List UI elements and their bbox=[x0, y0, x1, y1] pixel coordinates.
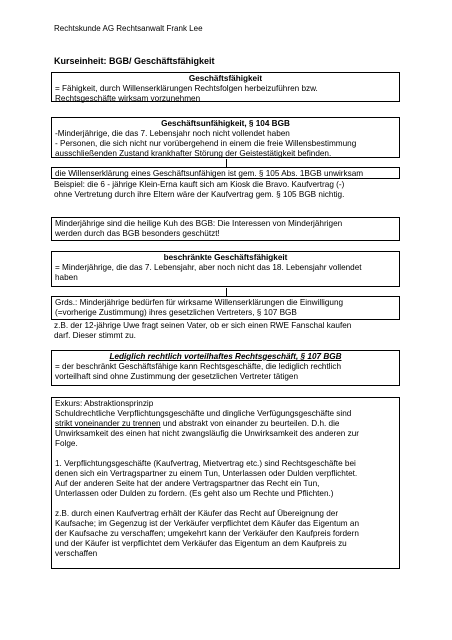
box-beschraenkte-geschaeftsfaehigkeit bbox=[51, 251, 400, 287]
box-line: z.B. durch einen Kaufvertrag erhält der Käufer das Recht auf Übereignung der bbox=[55, 509, 339, 518]
box-geschaeftsfaehigkeit bbox=[51, 72, 400, 102]
connector-line bbox=[226, 159, 227, 167]
page-title: Kurseinheit: BGB/ Geschäftsfähigkeit bbox=[54, 56, 215, 66]
box-line: denen sich ein Vertragspartner zu einem Tun, Unterlassen oder Dulden verpflichtet. bbox=[55, 469, 358, 478]
page-header: Rechtskunde AG Rechtsanwalt Frank Lee bbox=[54, 24, 203, 33]
zb-text bbox=[54, 321, 400, 341]
box-heading: Lediglich rechtlich vorteilhaftes Rechtsgeschäft, § 107 BGB bbox=[109, 352, 342, 361]
box-line: werden durch das BGB besonders geschützt! bbox=[55, 229, 220, 238]
box-line: = Fähigkeit, durch Willenserklärungen Rechtsfolgen herbeizuführen bzw. bbox=[55, 84, 318, 93]
beispiel-text bbox=[54, 180, 400, 200]
box-line: = Minderjährige, die das 7. Lebensjahr, aber noch nicht das 18. Lebensjahr vollendet bbox=[55, 263, 362, 272]
box-line: verschaffen bbox=[55, 549, 98, 558]
box-line: ausschließenden Zustand krankhafter Störung der Geistestätigkeit befinden. bbox=[55, 149, 332, 158]
box-line: Folge. bbox=[55, 439, 78, 448]
box-unwirksam bbox=[51, 167, 400, 179]
text-line: ohne Vertretung durch ihre Eltern wäre der Kaufvertrag gem. § 105 BGB nichtig. bbox=[54, 190, 345, 199]
box-line: und der Käufer ist verpflichtet dem Verkäufer das Eigentum an dem Kaufpreis zu bbox=[55, 539, 347, 548]
text-line: darf. Dieser stimmt zu. bbox=[54, 331, 136, 340]
box-line: - Personen, die sich nicht nur vorübergehend in einem die freie Willensbestimmung bbox=[55, 139, 357, 148]
box-heading: Geschäftsunfähigkeit, § 104 BGB bbox=[161, 119, 290, 128]
box-line: Kaufsache; im Gegenzug ist der Verkäufer verpflichtet dem Käufer das Eigentum an bbox=[55, 519, 360, 528]
box-line: 1. Verpflichtungsgeschäfte (Kaufvertrag, Mietvertrag etc.) sind Rechtsgeschäfte bei bbox=[55, 459, 356, 468]
box-line bbox=[55, 419, 396, 429]
box-line: die Willenserklärung eines Geschäftsunfähigen ist gem. § 105 Abs. 1BGB unwirksam bbox=[55, 169, 364, 178]
box-line: Auf der anderen Seite hat der andere Vertragspartner das Recht ein Tun, bbox=[55, 479, 320, 488]
box-line: (=vorherige Zustimmung) ihres gesetzlichen Vertreters, § 107 BGB bbox=[55, 308, 297, 317]
box-lediglich-vorteilhaft bbox=[51, 350, 400, 386]
box-line: der Kaufsache zu verschaffen; umgekehrt kann der Verkäufer den Kaufpreis fordern bbox=[55, 529, 359, 538]
box-geschaeftsunfaehigkeit bbox=[51, 117, 400, 158]
box-heilige-kuh bbox=[51, 217, 400, 241]
connector-line bbox=[226, 288, 227, 296]
box-line: -Minderjährige, die das 7. Lebensjahr noch nicht vollendet haben bbox=[55, 129, 290, 138]
box-einwilligung bbox=[51, 296, 400, 320]
box-heading: Geschäftsfähigkeit bbox=[188, 74, 263, 83]
box-line: = der beschränkt Geschäftsfähige kann Rechtsgeschäfte, die lediglich rechtlich bbox=[55, 362, 342, 371]
box-line: Unwirksamkeit des einen hat nicht zwangsläufig die Unwirksamkeit des anderen zur bbox=[55, 429, 359, 438]
box-line: haben bbox=[55, 273, 78, 282]
box-line: Schuldrechtliche Verpflichtungsgeschäfte und dingliche Verfügungsgeschäfte sind bbox=[55, 409, 352, 418]
box-line: Rechtsgeschäfte wirksam vorzunehmen bbox=[55, 94, 201, 103]
box-line: vorteilhaft sind ohne Zustimmung der gesetzlichen Vertreter tätigen bbox=[55, 372, 299, 381]
box-line: Unterlassen oder Dulden zu fordern. (Es geht also um Rechte und Pflichten.) bbox=[55, 489, 334, 498]
underlined-text: strikt voneinander zu trennen bbox=[55, 419, 161, 428]
text-line: z.B. der 12-jährige Uwe fragt seinen Vater, ob er sich einen RWE Fanschal kaufen bbox=[54, 321, 352, 330]
box-heading: Exkurs: Abstraktionsprinzip bbox=[55, 399, 154, 408]
box-line: Grds.: Minderjährige bedürfen für wirksame Willenserklärungen die Einwilligung bbox=[55, 298, 344, 307]
text-line: Beispiel: die 6 - jährige Klein-Erna kauft sich am Kiosk die Bravo. Kaufvertrag (-) bbox=[54, 180, 345, 189]
box-line: Minderjährige sind die heilige Kuh des BGB: Die Interessen von Minderjährigen bbox=[55, 219, 343, 228]
text-span: und abstrakt von einander zu beurteilen. D.h. die bbox=[160, 419, 340, 428]
box-abstraktionsprinzip bbox=[51, 397, 400, 569]
box-heading: beschränkte Geschäftsfähigkeit bbox=[163, 253, 288, 262]
